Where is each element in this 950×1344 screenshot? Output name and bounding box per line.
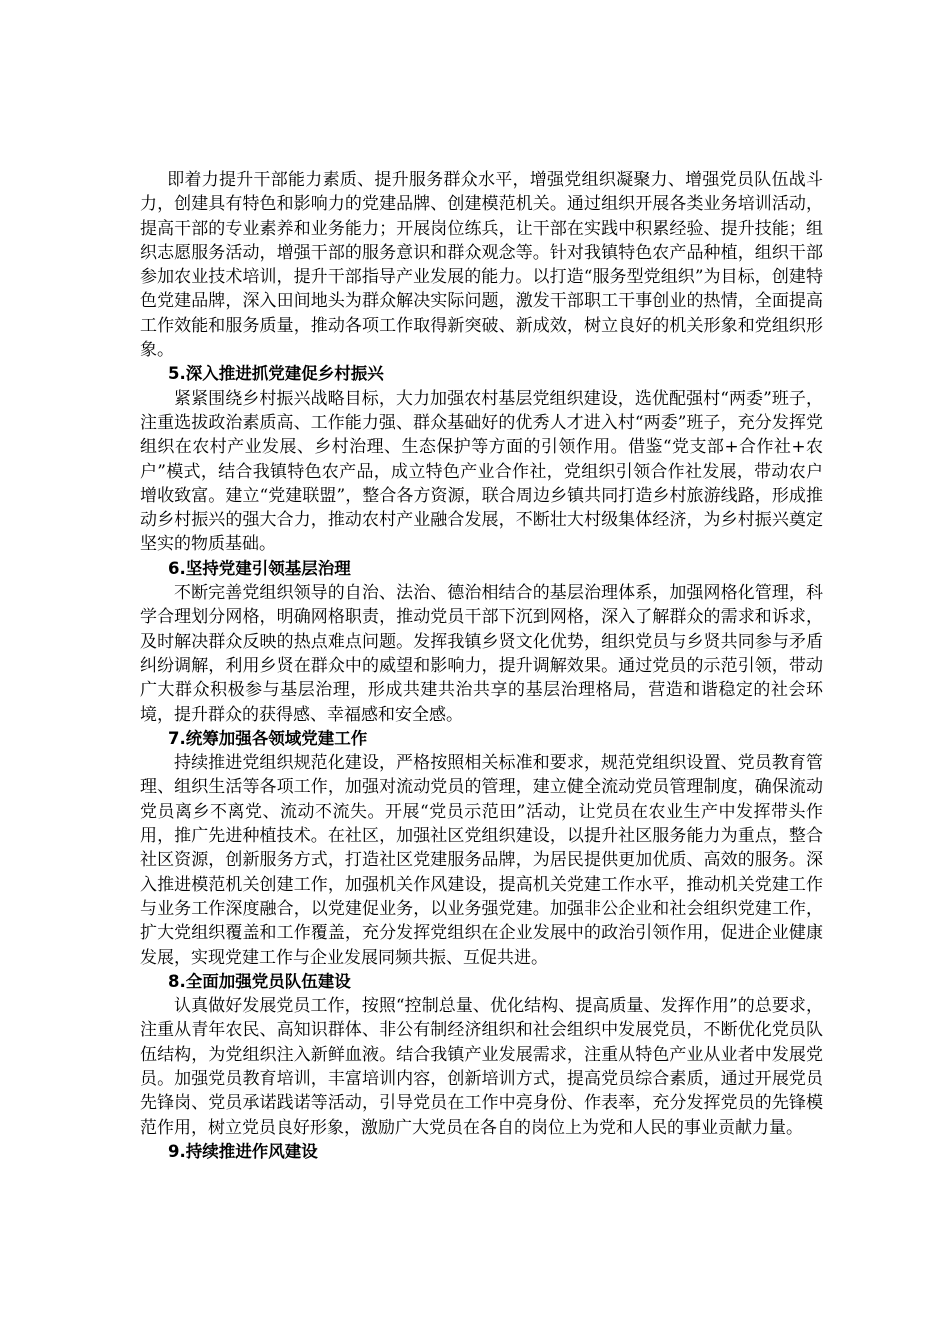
section-heading-8: 8.全面加强党员队伍建设 xyxy=(168,971,351,991)
document-body xyxy=(140,168,823,1164)
section-heading-7: 7.统筹加强各领域党建工作 xyxy=(168,728,368,748)
section-body-6: 不断完善党组织领导的自治、法治、德治相结合的基层治理体系，加强网格化管理，科学合理划分网格，明确网格职责，推动党员干部下沉到网格，深入了解群众的需求和诉求，及时解决群众反映的热点难点问题。发挥我镇乡贤文化优势，组织党员与乡贤共同参与矛盾纠纷调解，利用乡贤在群众中的威望和影响力，提升调解效果。通过党员的示范引领，带动广大群众积极参与基层治理，形成共建共治共享的基层治理格局，营造和谐稳定的社会环境，提升群众的获得感、幸福感和安全感。 xyxy=(140,583,823,725)
section-body-8: 认真做好发展党员工作，按照“控制总量、优化结构、提高质量、发挥作用”的总要求，注重从青年农民、高知识群体、非公有制经济组织和社会组织中发展党员，不断优化党员队伍结构，为党组织注入新鲜血液。结合我镇产业发展需求，注重从特色产业从业者中发展党员。加强党员教育培训，丰富培训内容，创新培训方式，提高党员综合素质，通过开展党员先锋岗、党员承诺践诺等活动，引导党员在工作中亮身份、作表率，充分发挥党员的先锋模范作用，树立党员良好形象，激励广大党员在各自的岗位上为党和人民的事业贡献力量。 xyxy=(140,996,823,1138)
section-heading-5: 5.深入推进抓党建促乡村振兴 xyxy=(168,364,384,384)
section-heading-6: 6.坚持党建引领基层治理 xyxy=(168,558,351,578)
section-body-5: 紧紧围绕乡村振兴战略目标，大力加强农村基层党组织建设，选优配强村“两委”班子，注重选拔政治素质高、工作能力强、群众基础好的优秀人才进入村“两委”班子，充分发挥党组织在农村产业发展、乡村治理、生态保护等方面的引领作用。借鉴“党支部+合作社+农户”模式，结合我镇特色农产品，成立特色产业合作社，党组织引领合作社发展，带动农户增收致富。建立“党建联盟”，整合各方资源，联合周边乡镇共同打造乡村旅游线路，形成推动乡村振兴的强大合力，推动农村产业融合发展，不断壮大村级集体经济，为乡村振兴奠定坚实的物质基础。 xyxy=(140,388,823,555)
intro-paragraph: 即着力提升干部能力素质、提升服务群众水平，增强党组织凝聚力、增强党员队伍战斗力，创建具有特色和影响力的党建品牌、创建模范机关。通过组织开展各类业务培训活动，提高干部的专业素养和业务能力；开展岗位练兵，让干部在实践中积累经验、提升技能；组织志愿服务活动，增强干部的服务意识和群众观念等。针对我镇特色农产品种植，组织干部参加农业技术培训，提升干部指导产业发展的能力。以打造“服务型党组织”为目标，创建特色党建品牌，深入田间地头为群众解决实际问题，激发干部职工干事创业的热情，全面提高工作效能和服务质量，推动各项工作取得新突破、新成效，树立良好的机关形象和党组织形象。 xyxy=(140,170,823,361)
section-heading-9: 9.持续推进作风建设 xyxy=(168,1141,318,1161)
section-body-7: 持续推进党组织规范化建设，严格按照相关标准和要求，规范党组织设置、党员教育管理、组织生活等各项工作，加强对流动党员的管理，建立健全流动党员管理制度，确保流动党员离乡不离党、流动不流失。开展“党员示范田”活动，让党员在农业生产中发挥带头作用，推广先进种植技术。在社区，加强社区党组织建设，以提升社区服务能力为重点，整合社区资源，创新服务方式，打造社区党建服务品牌，为居民提供更加优质、高效的服务。深入推进模范机关创建工作，加强机关作风建设，提高机关党建工作水平，推动机关党建工作与业务工作深度融合，以党建促业务，以业务强党建。加强非公企业和社会组织党建工作，扩大党组织覆盖和工作覆盖，充分发挥党组织在企业发展中的政治引领作用，促进企业健康发展，实现党建工作与企业发展同频共振、互促共进。 xyxy=(140,753,823,968)
